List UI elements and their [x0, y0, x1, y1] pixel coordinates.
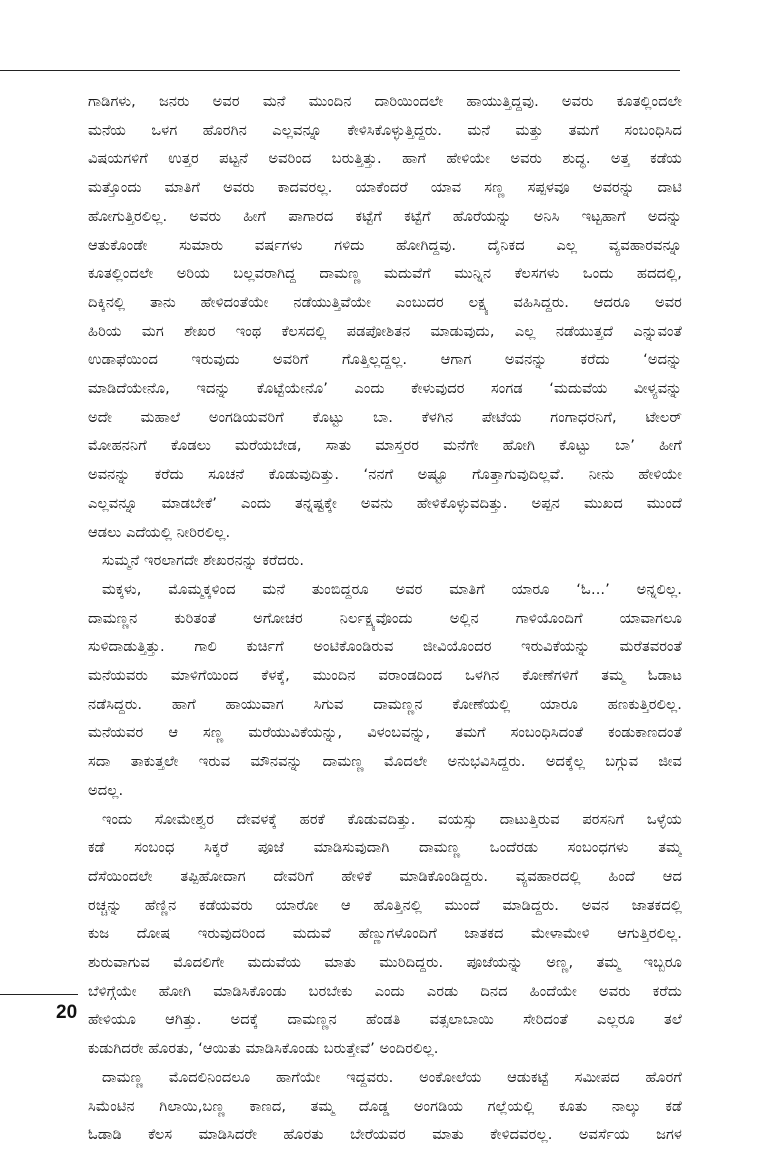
text-line: ಓಡಾಡಿ ಕೆಲಸ ಮಾಡಿಸಿದರೇ ಹೊರತು ಬೇರೆಯವರ ಮಾತು ಕೇಳಿದವರಲ್ಲ. ಅವರ್ಸೆಯ ಜಗಳ [88, 1126, 682, 1144]
text-line: ವಿಷಯಗಳಿಗೆ ಉತ್ತರ ಪಟ್ಟನೆ ಅವರಿಂದ ಬರುತ್ತಿತ್ತು. ಹಾಗೆ ಹೇಳಿಯೇ ಅವರು ಶುದ್ಧ. ಅತ್ತ ಕಡೆಯ [88, 150, 682, 168]
text-line: ಸುಮ್ಮನೆ ಇರಲಾಗದೇ ಶೇಖರನನ್ನು ಕರೆದರು. [102, 552, 305, 570]
text-line: ಆಡಲು ಎದೆಯಲ್ಲಿ ನೀರಿರಲಿಲ್ಲ. [88, 523, 231, 541]
text-line: ಕಡೆ ಸಂಬಂಧ ಸಿಕ್ಕರೆ ಪೂಜೆ ಮಾಡಿಸುವುದಾಗಿ ದಾಮಣ್ಣ ಒಂದೆರಡು ಸಂಬಂಧಗಳು ತಮ್ಮ [88, 839, 682, 857]
text-line: ಶುರುವಾಗುವ ಮೊದಲಿಗೇ ಮದುವೆಯ ಮಾತು ಮುರಿದಿದ್ದರು. ಪೂಜೆಯನ್ನು ಅಣ್ಣ, ತಮ್ಮ ಇಬ್ಬರೂ [88, 954, 682, 971]
text-line: ಮಕ್ಕಳು, ಮೊಮ್ಮಕ್ಕಳಿಂದ ಮನೆ ತುಂಬಿದ್ದರೂ ಅವರ ಮಾತಿಗೆ ಯಾರೂ ‘ಓ...’ ಅನ್ನಲಿಲ್ಲ. [102, 580, 682, 598]
text-line: ಹೇಳಿಯೂ ಆಗಿತ್ತು. ಅದಕ್ಕೆ ದಾಮಣ್ಣನ ಹೆಂಡತಿ ವತ್ಸಲಾಬಾಯಿ ಸೇರಿದಂತೆ ಎಲ್ಲರೂ ತಲೆ [88, 1011, 682, 1029]
text-line: ದಿಕ್ಕಿನಲ್ಲಿ ತಾನು ಹೇಳಿದಂತೆಯೇ ನಡೆಯುತ್ತಿವೆಯೇ ಎಂಬುದರ ಲಕ್ಷ್ಯ ವಹಿಸಿದ್ದರು. ಆದರೂ ಅವರ [88, 293, 682, 311]
text-line: ಅದೇ ಮಹಾಲೆ ಅಂಗಡಿಯವರಿಗೆ ಕೊಟ್ಟು ಬಾ. ಕೆಳಗಿನ ಪೇಟೆಯ ಗಂಗಾಧರನಿಗೆ, ಟೇಲರ್ [88, 408, 682, 426]
text-line: ನಡೆಸಿದ್ದರು. ಹಾಗೆ ಹಾಯುವಾಗ ಸಿಗುವ ದಾಮಣ್ಣನ ಕೋಣೆಯಲ್ಲಿ ಯಾರೂ ಹಣಕುತ್ತಿರಲಿಲ್ಲ. [88, 695, 682, 713]
text-line: ಮತ್ತೊಂದು ಮಾತಿಗೆ ಅವರು ಕಾದವರಲ್ಲ. ಯಾಕೆಂದರೆ ಯಾವ ಸಣ್ಣ ಸಪ್ಪಳವೂ ಅವರನ್ನು ದಾಟಿ [88, 179, 682, 197]
text-line: ಸಿಮೆಂಟಿನ ಗಿಲಾಯಿ,ಬಣ್ಣ ಕಾಣದ, ತಮ್ಮ ದೊಡ್ಡ ಅಂಗಡಿಯ ಗಲ್ಲೆಯಲ್ಲಿ ಕೂತು ನಾಲ್ಕು ಕಡೆ [88, 1097, 682, 1115]
text-line: ಸದಾ ತಾಕುತ್ತಲೇ ಇರುವ ಮೌನವನ್ನು ದಾಮಣ್ಣ ಮೊದಲೇ ಅನುಭವಿಸಿದ್ದರು. ಅದಕ್ಕೆಲ್ಲ ಬಗ್ಗುವ ಜೀವ [88, 753, 682, 771]
text-line: ಅವನನ್ನು ಕರೆದು ಸೂಚನೆ ಕೊಡುವುದಿತ್ತು. ‘ನನಗೆ ಅಷ್ಟೂ ಗೊತ್ತಾಗುವುದಿಲ್ಲವೆ. ನೀನು ಹೇಳಿಯೇ [88, 466, 682, 484]
text-line: ದೆಸೆಯಿಂದಲೇ ತಪ್ಪಿಹೋದಾಗ ದೇವರಿಗೆ ಹೇಳಿಕೆ ಮಾಡಿಕೊಂಡಿದ್ದರು. ವ್ಯವಹಾರದಲ್ಲಿ ಹಿಂದೆ ಆದ [88, 867, 682, 885]
text-line: ಎಲ್ಲವನ್ನೂ ಮಾಡಬೇಕೆ’ ಎಂದು ತನ್ನಷ್ಟಕ್ಕೇ ಅವನು ಹೇಳಿಕೊಳ್ಳುವದಿತ್ತು. ಅಪ್ಪನ ಮುಖದ ಮುಂದೆ [88, 494, 682, 512]
text-line: ಕೂತಲ್ಲಿಂದಲೇ ಅರಿಯ ಬಲ್ಲವರಾಗಿದ್ದ ದಾಮಣ್ಣ ಮದುವೆಗೆ ಮುನ್ನಿನ ಕೆಲಸಗಳು ಒಂದು ಹದದಲ್ಲಿ, [88, 265, 682, 283]
text-line: ಮನೆಯವರ ಆ ಸಣ್ಣ ಮರೆಯುವಿಕೆಯನ್ನು, ವಿಳಂಬವನ್ನು, ತಮಗೆ ಸಂಬಂಧಿಸಿದಂತೆ ಕಂಡುಕಾಣದಂತೆ [88, 724, 682, 742]
text-line: ಅದಲ್ಲ. [88, 781, 124, 799]
text-line: ಹೋಗುತ್ತಿರಲಿಲ್ಲ. ಅವರು ಹೀಗೆ ಪಾಗಾರದ ಕಟ್ಟೆಗೆ ಕಟ್ಟೆಗೆ ಹೊರೆಯನ್ನು ಅನಿಸಿ ಇಟ್ಟಹಾಗೆ ಅದನ್ನು [88, 207, 682, 225]
text-line: ರಚ್ಚನ್ನು ಹೆಣ್ಣಿನ ಕಡೆಯವರು ಯಾರೋ ಆ ಹೊತ್ತಿನಲ್ಲಿ ಮುಂದೆ ಮಾಡಿದ್ದರು. ಅವನ ಜಾತಕದಲ್ಲಿ [88, 896, 682, 914]
text-line: ಕುಜ ದೋಷ ಇರುವುದರಿಂದ ಮದುವೆ ಹೆಣ್ಣುಗಳೊಂದಿಗೆ ಜಾತಕದ ಮೇಳಾಮೇಳಿ ಆಗುತ್ತಿರಲಿಲ್ಲ. [88, 925, 682, 943]
text-line: ಆತುಕೊಂಡೇ ಸುಮಾರು ವರ್ಷಗಳು ಗಳಿದು ಹೋಗಿದ್ದವು. ದೈನಿಕದ ಎಲ್ಲ ವ್ಯವಹಾರವನ್ನೂ [88, 236, 682, 254]
top-rule [0, 70, 680, 71]
text-line: ಬೆಳಿಗ್ಗೆಯೇ ಹೋಗಿ ಮಾಡಿಸಿಕೊಂಡು ಬರಬೇಕು ಎಂದು ಎರಡು ದಿನದ ಹಿಂದೆಯೇ ಅವರು ಕರೆದು [88, 982, 682, 1000]
text-line: ಹಿರಿಯ ಮಗ ಶೇಖರ ಇಂಥ ಕೆಲಸದಲ್ಲಿ ಪಡಪೋಶಿತನ ಮಾಡುವುದು, ಎಲ್ಲ ನಡೆಯುತ್ತದೆ ಎನ್ನುವಂತೆ [88, 322, 682, 340]
page-number: 20 [56, 1002, 78, 1023]
text-line: ಸುಳಿದಾಡುತ್ತಿತ್ತು. ಗಾಲಿ ಕುರ್ಚಿಗೆ ಅಂಟಿಕೊಂಡಿರುವ ಜೀವಿಯೊಂದರ ಇರುವಿಕೆಯನ್ನು ಮರೆತವರಂತೆ [88, 638, 682, 656]
bottom-rule [0, 994, 78, 995]
text-line: ಮೋಹನನಿಗೆ ಕೊಡಲು ಮರೆಯಬೇಡ, ಸಾತು ಮಾಸ್ತರರ ಮನೆಗೇ ಹೋಗಿ ಕೊಟ್ಟು ಬಾ’ ಹೀಗೆ [88, 437, 682, 455]
text-line: ಕುಡುಗಿದರೇ ಹೊರತು, ‘ಆಯಿತು ಮಾಡಿಸಿಕೊಂಡು ಬರುತ್ತೇವೆ’ ಅಂದಿರಲಿಲ್ಲ. [88, 1040, 439, 1058]
text-line: ದಾಮಣ್ಣನ ಕುರಿತಂತೆ ಅಗೋಚರ ನಿರ್ಲಕ್ಷ್ಯವೊಂದು ಅಲ್ಲಿನ ಗಾಳಿಯೊಂದಿಗೆ ಯಾವಾಗಲೂ [88, 609, 682, 627]
text-line: ಮನೆಯವರು ಮಾಳಿಗೆಯಿಂದ ಕೆಳಕ್ಕೆ, ಮುಂದಿನ ವರಾಂಡದಿಂದ ಒಳಗಿನ ಕೋಣೆಗಳಿಗೆ ತಮ್ಮ ಓಡಾಟ [88, 667, 682, 684]
text-line: ಮನೆಯ ಒಳಗ ಹೊರಗಿನ ಎಲ್ಲವನ್ನೂ ಕೇಳಿಸಿಕೊಳ್ಳುತ್ತಿದ್ದರು. ಮನೆ ಮತ್ತು ತಮಗೆ ಸಂಬಂಧಿಸಿದ [88, 121, 682, 139]
text-line: ಗಾಡಿಗಳು, ಜನರು ಅವರ ಮನೆ ಮುಂದಿನ ದಾರಿಯಿಂದಲೇ ಹಾಯುತ್ತಿದ್ದವು. ಅವರು ಕೂತಲ್ಲಿಂದಲೇ [88, 93, 682, 110]
text-line: ದಾಮಣ್ಣ ಮೊದಲಿನಿಂದಲೂ ಹಾಗೆಯೇ ಇದ್ದವರು. ಅಂಕೋಲೆಯ ಆಡುಕಟ್ಟೆ ಸಮೀಪದ ಹೊರಗೆ [102, 1068, 682, 1086]
text-line: ಉಡಾಫೆಯಿಂದ ಇರುವುದು ಅವರಿಗೆ ಗೊತ್ತಿಲ್ಲದ್ದಲ್ಲ. ಆಗಾಗ ಅವನನ್ನು ಕರೆದು ‘ಅದನ್ನು [88, 351, 682, 369]
text-line: ಮಾಡಿದೆಯೇನೊ, ಇದನ್ನು ಕೊಟ್ಟೆಯೇನೊ’ ಎಂದು ಕೇಳುವುದರ ಸಂಗಡ ‘ಮದುವೆಯ ವೀಳ್ಯವನ್ನು [88, 380, 682, 397]
text-line: ಇಂದು ಸೋಮೇಶ್ವರ ದೇವಳಕ್ಕೆ ಹರಕೆ ಕೊಡುವದಿತ್ತು. ವಯಸ್ಸು ದಾಟುತ್ತಿರುವ ಪರಸನಿಗೆ ಒಳ್ಳೆಯ [102, 810, 682, 828]
